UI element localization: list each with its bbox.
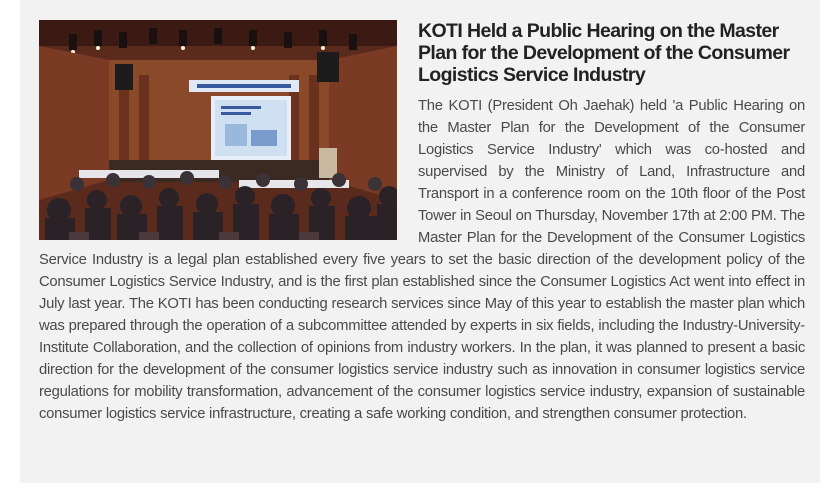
news-card: [20, 0, 820, 483]
article-body: The KOTI (President Oh Jaehak) held 'a Public Hearing on the Master Plan for the Development of the Consumer Logistics Service Industry' which was co-hosted and supervised by the Ministry of Land, Infrastructure and Transport in a conference room on the 10th floor of the Post Tower in Seoul on Thursday, November 17th at 2:00 PM. The Master Plan for the Development of the Consumer Logistics Service Industry is a legal plan established every five years to set the basic direction of the development policy of the Consumer Logistics Service Industry, and is the first plan established since the Consumer Logistics Act went into effect in July last year. The KOTI has been conducting research services since May of this year to establish the master plan which was prepared through the operation of a subcommittee attended by experts in six fields, including the Industry-University-Institute Collaboration, and the collection of opinions from industry workers. In the plan, it was planned to present a basic direction for the development of the consumer logistics service industry such as innovation in consumer logistics service regulations for mobility transformation, advancement of the consumer logistics service industry, expansion of sustainable consumer logistics service infrastructure, creating a safe working condition, and strengthen consumer protection.: [39, 98, 805, 422]
article-title: KOTI Held a Public Hearing on the Master Plan for the Development of the Consumer Logistics Service Industry: [418, 20, 790, 86]
hearing-photo: [39, 20, 397, 240]
